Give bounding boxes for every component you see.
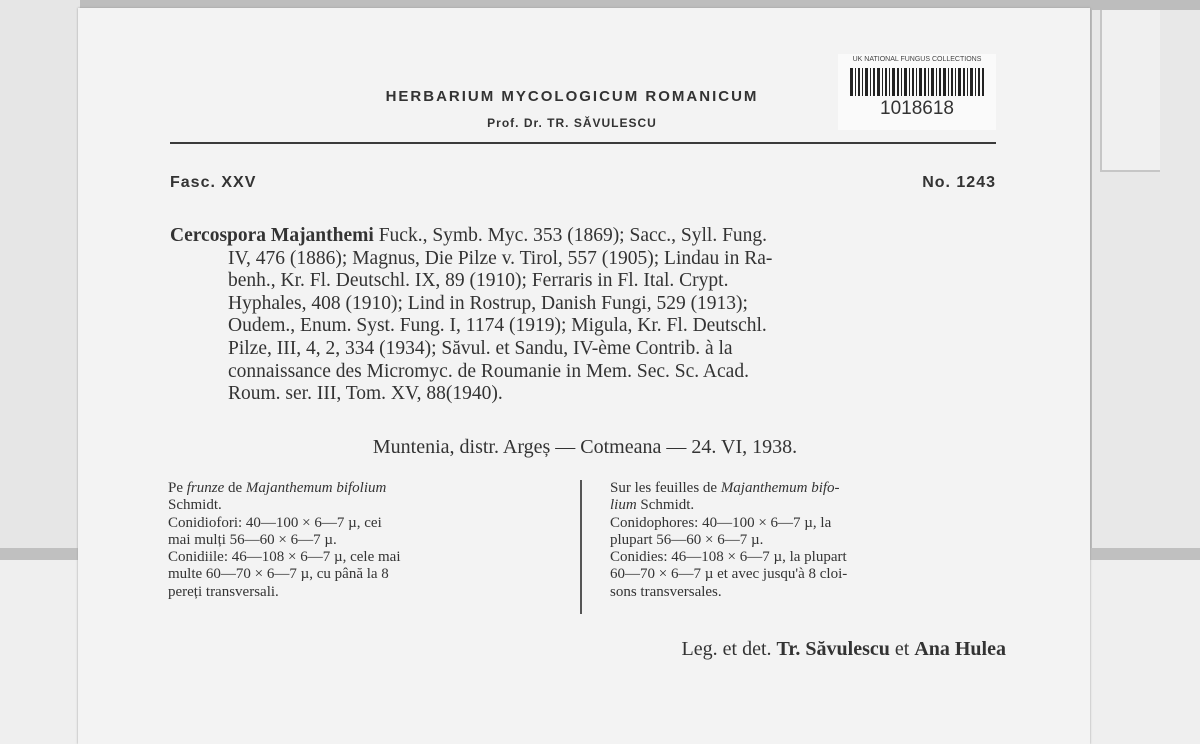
barcode-icon [850, 68, 984, 96]
text-fragment: de [224, 480, 246, 496]
description-line: plupart 56—60 × 6—7 µ. [610, 531, 764, 548]
barcode-caption: UK NATIONAL FUNGUS COLLECTIONS [852, 56, 982, 63]
citation-line: IV, 476 (1886); Magnus, Die Pilze v. Tirol, 557 (1905); Lindau in Ra- [228, 247, 773, 269]
host-name: Majanthemum bifo- [720, 480, 840, 496]
text-fragment: Sur les feuilles de [610, 480, 721, 496]
text-fragment: Pe [168, 480, 187, 496]
description-line [610, 497, 1005, 514]
text-fragment: Schmidt. [636, 497, 695, 514]
citation-line: Oudem., Enum. Syst. Fung. I, 1174 (1919); Migula, Kr. Fl. Deutschl. [228, 315, 767, 337]
specimen-number: No. 1243 [922, 174, 996, 191]
fascicle-number: Fasc. XXV [170, 174, 257, 191]
description-line: Conidophores: 40—100 × 6—7 µ, la [610, 514, 832, 531]
collector-name: Tr. Săvulescu [776, 638, 890, 660]
citation-line: Pilze, III, 4, 2, 334 (1934); Săvul. et Sandu, IV-ème Contrib. à la [228, 337, 733, 359]
description-line: sons transversales. [610, 583, 722, 600]
description-line: 60—70 × 6—7 µ et avec jusqu'à 8 cloi- [610, 566, 848, 583]
description-line: Conidies: 46—108 × 6—7 µ, la plupart [610, 549, 847, 566]
species-citation [170, 225, 1000, 406]
description-line: Conidiofori: 40—100 × 6—7 µ, cei [168, 514, 382, 531]
herbarium-title: HERBARIUM MYCOLOGICUM ROMANICUM [385, 88, 759, 105]
header-rule [170, 142, 996, 144]
column-divider [580, 480, 582, 614]
description-line: mai mulți 56—60 × 6—7 µ. [168, 531, 337, 548]
collector-prefix: Leg. et det. [681, 638, 772, 660]
citation-line: Hyphales, 408 (1910); Lind in Rostrup, Danish Fungi, 529 (1913); [228, 292, 748, 314]
description-line: pereți transversali. [168, 583, 279, 600]
description-line [610, 480, 1005, 497]
host-name: Majanthemum bifolium [245, 480, 387, 496]
citation-text: Fuck., Symb. Myc. 353 (1869); Sacc., Syll. Fung. [378, 225, 768, 246]
description-line: Conidiile: 46—108 × 6—7 µ, cele mai [168, 549, 401, 566]
description-line: multe 60—70 × 6—7 µ, cu până la 8 [168, 566, 389, 583]
background-envelope-fold [1100, 10, 1160, 172]
text-fragment: frunze [186, 480, 225, 496]
barcode-label [838, 54, 996, 130]
species-name: Cercospora Majanthemi [170, 225, 374, 246]
citation-line [170, 225, 1000, 248]
collector-name: Ana Hulea [914, 638, 1006, 660]
citation-line: Roum. ser. III, Tom. XV, 88(1940). [228, 383, 503, 405]
herbarium-director: Prof. Dr. TR. SĂVULESCU [487, 116, 657, 130]
description-line: Schmidt. [168, 497, 222, 514]
collection-locality: Muntenia, distr. Argeș — Cotmeana — 24. VI, 1938. [372, 436, 798, 458]
barcode-number: 1018618 [880, 98, 954, 119]
description-french [610, 480, 1005, 601]
citation-line: benh., Kr. Fl. Deutschl. IX, 89 (1910); Ferraris in Fl. Ital. Crypt. [228, 270, 729, 292]
description-line [168, 480, 558, 497]
citation-line: connaissance des Micromyc. de Roumanie in Mem. Sec. Sc. Acad. [228, 360, 749, 382]
host-name: lium [610, 497, 637, 514]
description-romanian [168, 480, 558, 601]
collector-conjunction: et [894, 638, 910, 660]
collector-line [540, 638, 1006, 661]
